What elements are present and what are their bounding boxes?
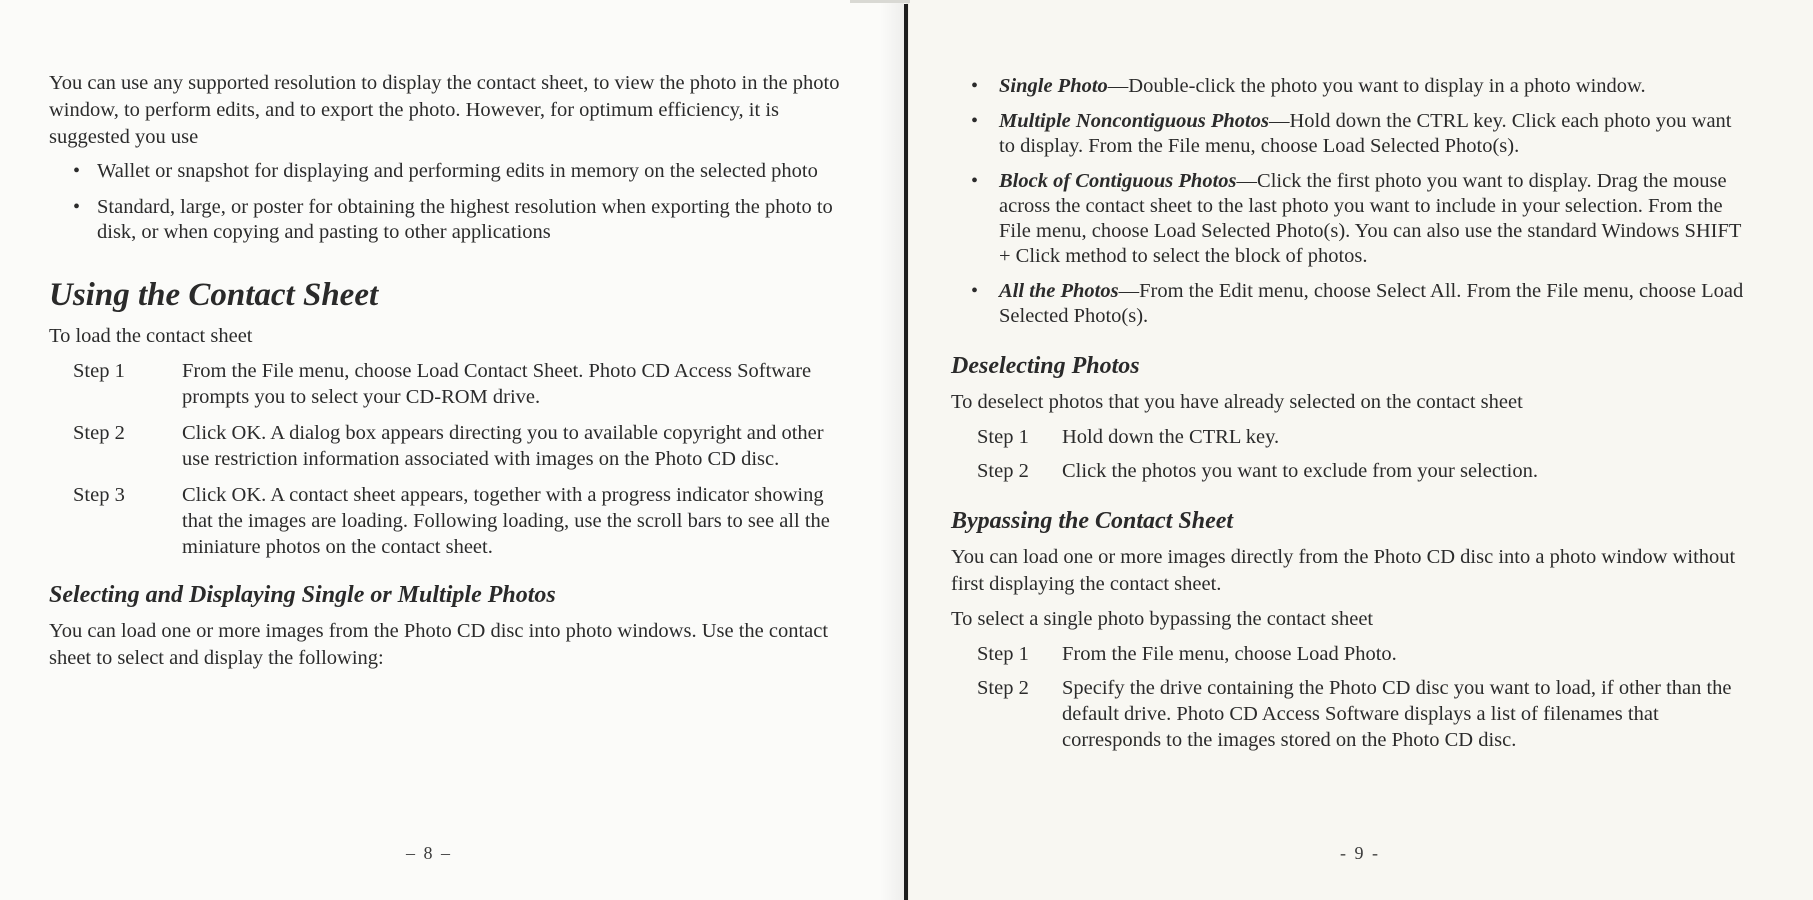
bullet-icon: •: [971, 280, 979, 302]
gutter-shadow: [880, 0, 904, 900]
step-text: Click OK. A dialog box appears directing you to available copyright and other use restriction information associated with images on the Photo CD disc.: [182, 422, 824, 470]
subsection-paragraph: You can load one or more images from the Photo CD disc into photo windows. Use the contact sheet to select and display the following:: [49, 620, 829, 669]
deselect-title: Deselecting Photos: [951, 353, 1140, 379]
bullet-icon: •: [73, 160, 81, 182]
step-label: Step 2: [977, 677, 1029, 699]
subsection-title: Selecting and Displaying Single or Multiple Photos: [49, 582, 556, 608]
page-number-left: – 8 –: [406, 843, 452, 863]
step-text: Click the photos you want to exclude from your selection.: [1062, 460, 1538, 482]
step-item: [73, 482, 849, 560]
intro-paragraph: You can use any supported resolution to display the contact sheet, to view the photo in the photo window, to perform edits, and to export the photo. However, for optimum efficiency, it is suggested you use: [49, 72, 840, 148]
bullet-icon: •: [971, 75, 979, 97]
deselect-intro: To deselect photos that you have already selected on the contact sheet: [951, 391, 1523, 413]
bypass-paragraph: You can load one or more images directly from the Photo CD disc into a photo window without first displaying the contact sheet.: [951, 546, 1736, 595]
step-text: Click OK. A contact sheet appears, together with a progress indicator showing that the images are loading. Following loading, use the scroll bars to see all the miniature photos on the contact sheet.: [182, 484, 830, 558]
bypass-intro: To select a single photo bypassing the contact sheet: [951, 608, 1374, 630]
step-label: Step 1: [977, 643, 1029, 665]
step-item: [977, 675, 1751, 753]
step-item: [73, 420, 849, 472]
bypass-title: Bypassing the Contact Sheet: [951, 508, 1234, 534]
step-label: Step 2: [73, 422, 125, 444]
step-label: Step 2: [977, 460, 1029, 482]
bullet-icon: •: [971, 110, 979, 132]
list-item: • Single Photo—Double-click the photo you want to display in a photo window.: [971, 75, 1646, 97]
step-item: [977, 641, 1751, 667]
list-item: • Multiple Noncontiguous Photos—Hold down the CTRL key. Click each photo you want to display. From the File menu, choose Load Selected Photo(s).: [971, 110, 1732, 157]
list-item: • Wallet or snapshot for displaying and performing edits in memory on the selected photo: [73, 160, 818, 182]
step-text: Hold down the CTRL key.: [1062, 426, 1280, 448]
left-page-content: [49, 70, 849, 680]
step-item: [977, 458, 1751, 484]
step-label: Step 1: [977, 426, 1029, 448]
page-number-right: - 9 -: [1340, 843, 1380, 863]
bullet-icon: •: [971, 170, 979, 192]
bullet-icon: •: [73, 196, 81, 218]
step-label: Step 3: [73, 484, 125, 506]
list-item: • Standard, large, or poster for obtaining the highest resolution when exporting the photo to disk, or when copying and pasting to other applications: [73, 196, 833, 243]
step-text: From the File menu, choose Load Contact Sheet. Photo CD Access Software prompts you to select your CD-ROM drive.: [182, 360, 812, 408]
right-page-content: [951, 68, 1751, 761]
section-title: Using the Contact Sheet: [49, 277, 379, 313]
step-text: Specify the drive containing the Photo CD disc you want to load, if other than the default drive. Photo CD Access Software displays a list of filenames that corresponds to the images stored on the Photo CD disc.: [1062, 677, 1732, 751]
list-item: • Block of Contiguous Photos—Click the first photo you want to display. Drag the mouse across the contact sheet to the last photo you want to include in your selection. From the File menu, choose Load Selected Photo(s). You can also use the standard Windows SHIFT + Click method to select the block of photos.: [971, 170, 1742, 267]
step-label: Step 1: [73, 360, 125, 382]
step-item: [977, 424, 1751, 450]
step-item: [73, 358, 849, 410]
resolution-list: [49, 159, 849, 245]
page-top-edge: [850, 0, 910, 3]
list-item: • All the Photos—From the Edit menu, choose Select All. From the File menu, choose Load Selected Photo(s).: [971, 280, 1744, 327]
step-text: From the File menu, choose Load Photo.: [1062, 643, 1397, 665]
load-intro: To load the contact sheet: [49, 325, 253, 347]
selection-methods-list: [951, 74, 1751, 329]
book-gutter: [904, 4, 908, 900]
